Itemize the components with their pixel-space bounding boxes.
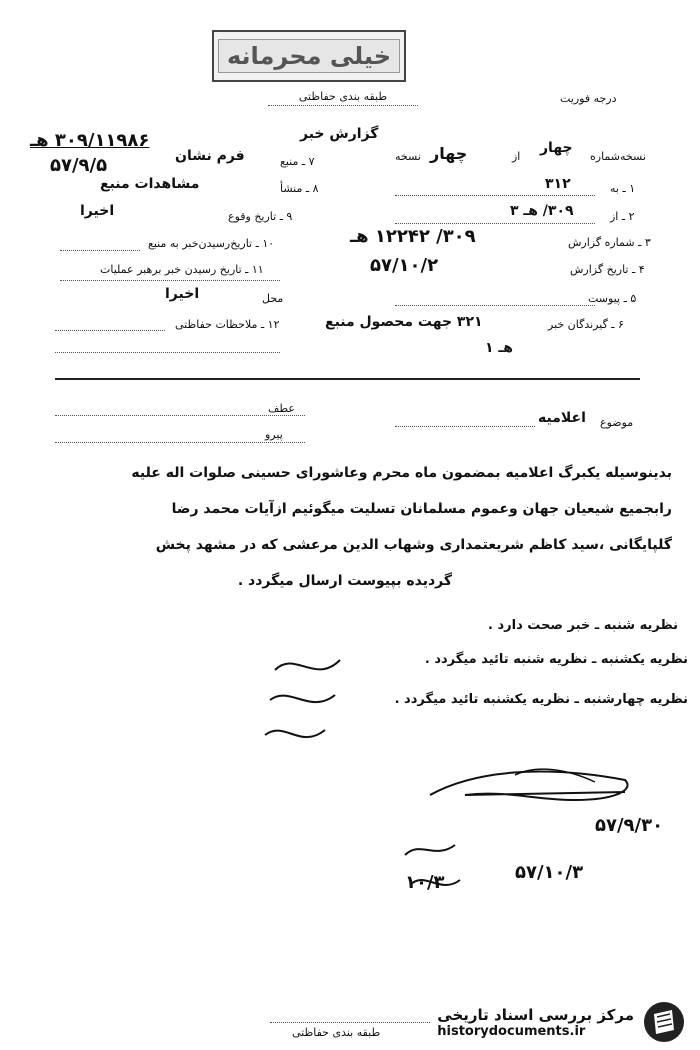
footer-divider [270,1022,430,1023]
archive-url: historydocuments.ir [437,1023,586,1039]
classification-label [268,90,418,106]
field-12-line-2 [55,352,280,353]
field-6-value-2: هـ ۱ [485,340,513,356]
copy-suffix: نسخه [395,150,421,163]
signature-date-3: ۱۰/۳ [405,872,445,893]
field-11b-value: اخیرا [165,286,200,302]
field-11-line [60,280,280,281]
archive-name: مرکز بررسی اسناد تاریخی [437,1005,634,1024]
subject-line [395,426,535,427]
field-3-label: ۳ ـ شماره گزارش [568,236,651,249]
copy-total: چهار [430,144,468,163]
field-6-label: ۶ ـ گیرندگان خبر [548,318,624,331]
field-1-line [395,195,595,196]
field-8-value: مشاهدات منبع [100,176,200,192]
subject-value: اعلامیه [538,410,586,426]
ref-label: عطف [268,402,295,415]
field-2-value: ۳۰۹/ هـ ۳ [510,203,574,219]
signature-date-2: ۵۷/۱۰/۳ [515,862,584,883]
priority-label: درجه فوریت [560,92,617,105]
field-10-line [60,250,140,251]
field-8-label: ۸ ـ منشأ [280,182,319,195]
field-12-label: ۱۲ ـ ملاحظات حفاظتی [175,318,280,331]
field-7-number: ۳۰۹/۱۱۹۸۶ هـ [30,130,150,151]
body-line: بدینوسیله یکبرگ اعلامیه بمضمون ماه محرم وعاشورای حسینی صلوات اله علیه [131,465,672,481]
report-title: گزارش خبر [300,126,379,142]
copy-label: نسخه‌شماره [590,150,646,163]
section-divider [55,378,640,380]
opinion-saturday: نظریه شنبه ـ خبر صحت دارد . [488,618,678,633]
field-11-label: ۱۱ ـ تاریخ رسیدن خبر برهبر عملیات [100,263,264,276]
handwritten-initials [255,640,365,760]
field-3-value: ۳۰۹/ ۱۲۲۴۲ هـ [350,226,476,247]
stamp-text: خیلی محرمانه [218,39,400,73]
field-2-line [395,223,595,224]
field-6-value: ۳۲۱ جهت محصول منبع [325,314,483,330]
signature-date-1: ۵۷/۹/۳۰ [595,815,664,836]
field-12-line [55,330,165,331]
field-1-value: ۳۱۲ [545,176,571,192]
archive-logo [437,1000,686,1044]
field-9-value: اخیرا [80,203,115,219]
footer-classification: طبقه بندی حفاظتی [292,1026,381,1039]
field-10-label: ۱۰ ـ تاریخ‌رسیدن‌خبر به منبع [148,237,275,250]
field-5-line [395,305,595,306]
field-4-value: ۵۷/۱۰/۲ [370,255,439,276]
body-line: گلپایگانی ،سید کاظم شریعتمداری وشهاب الدین مرعشی که در مشهد پخش [155,537,672,553]
report-body [22,455,672,599]
field-11b-label: محل [262,292,284,305]
field-1-label: ۱ ـ به [610,182,636,195]
field-9-label: ۹ ـ تاریخ وقوع [228,210,293,223]
body-line: رابجمیع شیعیان جهان وعموم مسلمانان تسلیت میگوئیم ازآیات محمد رضا [171,501,672,517]
subject-label: موضوع [600,416,634,429]
ref-line [55,415,305,416]
opinion-wednesday: نظریه چهارشنبه ـ نظریه یکشنبه تائید میگردد . [394,692,688,707]
copy-value: چهار [540,140,573,156]
opinion-sunday: نظریه یکشنبه ـ نظریه شنبه تائید میگردد . [424,652,688,667]
signature-scribble-2 [395,835,475,905]
archive-logo-icon [642,1000,686,1044]
follow-label: پیرو [265,428,283,441]
body-line: گردیده بپیوست ارسال میگردد . [237,573,452,589]
follow-line [55,442,305,443]
classification-label-text: طبقه بندی حفاظتی [298,90,388,103]
field-7-value: فرم نشان [175,148,245,164]
field-2-label: ۲ ـ از [610,210,635,223]
field-5-label: ۵ ـ پیوست [588,292,637,305]
field-4-label: ۴ ـ تاریخ گزارش [570,263,645,276]
field-7-date: ۵۷/۹/۵ [50,155,108,176]
field-7-label: ۷ ـ منبع [280,155,315,168]
copy-from: از [512,150,521,163]
classification-stamp [212,30,406,82]
